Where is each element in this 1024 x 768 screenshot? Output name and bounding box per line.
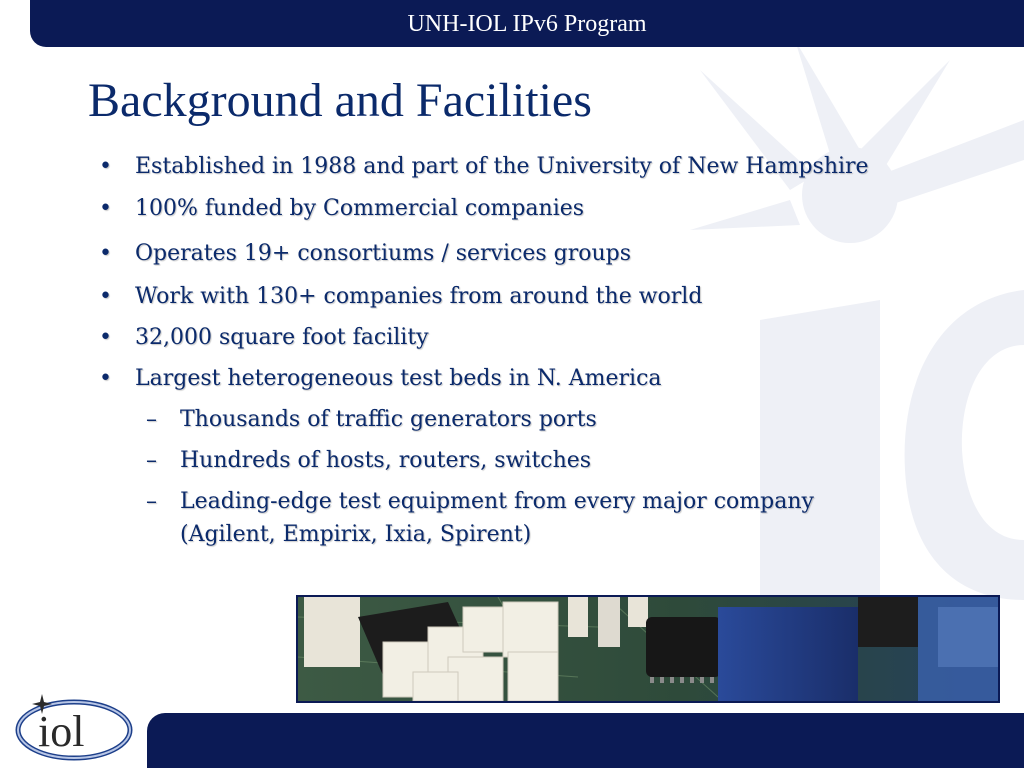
header-bar [30,0,1024,47]
bullet-text: 32,000 square foot facility [135,325,429,350]
bullet-text: Work with 130+ companies from around the world [135,284,703,309]
sub-bullet-text: Hundreds of hosts, routers, switches [180,448,592,473]
bullet-text: Operates 19+ consortiums / services groups [135,241,632,266]
bullet-text: 100% funded by Commercial companies [135,196,585,221]
sub-bullet-item [146,405,597,435]
iol-logo [8,688,134,764]
sub-bullet-text: Thousands of traffic generators ports [180,407,597,432]
circuit-board-illustration [298,597,998,701]
dash-marker: – [146,448,157,473]
bullet-item [99,282,703,312]
bullet-text: Largest heterogeneous test beds in N. America [135,366,662,391]
sub-bullet-item [146,487,814,517]
sub-bullet-text: (Agilent, Empirix, Ixia, Spirent) [180,522,532,547]
sub-bullet-text: Leading-edge test equipment from every major company [180,489,814,514]
bullet-marker: • [99,154,112,179]
header-text: UNH-IOL IPv6 Program [407,11,647,37]
bullet-item [99,239,632,269]
bullet-text: Established in 1988 and part of the University of New Hampshire [135,154,869,179]
bullet-item [99,194,585,224]
circuit-board-photo [296,595,1000,703]
bullet-marker: • [99,284,112,309]
footer-bar [147,713,1024,768]
slide-title: Background and Facilities [88,74,592,127]
bullet-marker: • [99,196,112,221]
sub-bullet-continuation [180,520,531,550]
sub-bullet-item [146,446,592,476]
logo-text: iol [38,707,85,756]
bullet-marker: • [99,325,112,350]
bullet-item [99,364,662,394]
dash-marker: – [146,407,157,432]
bullet-marker: • [99,366,112,391]
bullet-item [99,152,869,182]
dash-marker: – [146,489,157,514]
bullet-item [99,323,429,353]
bullet-marker: • [99,241,112,266]
